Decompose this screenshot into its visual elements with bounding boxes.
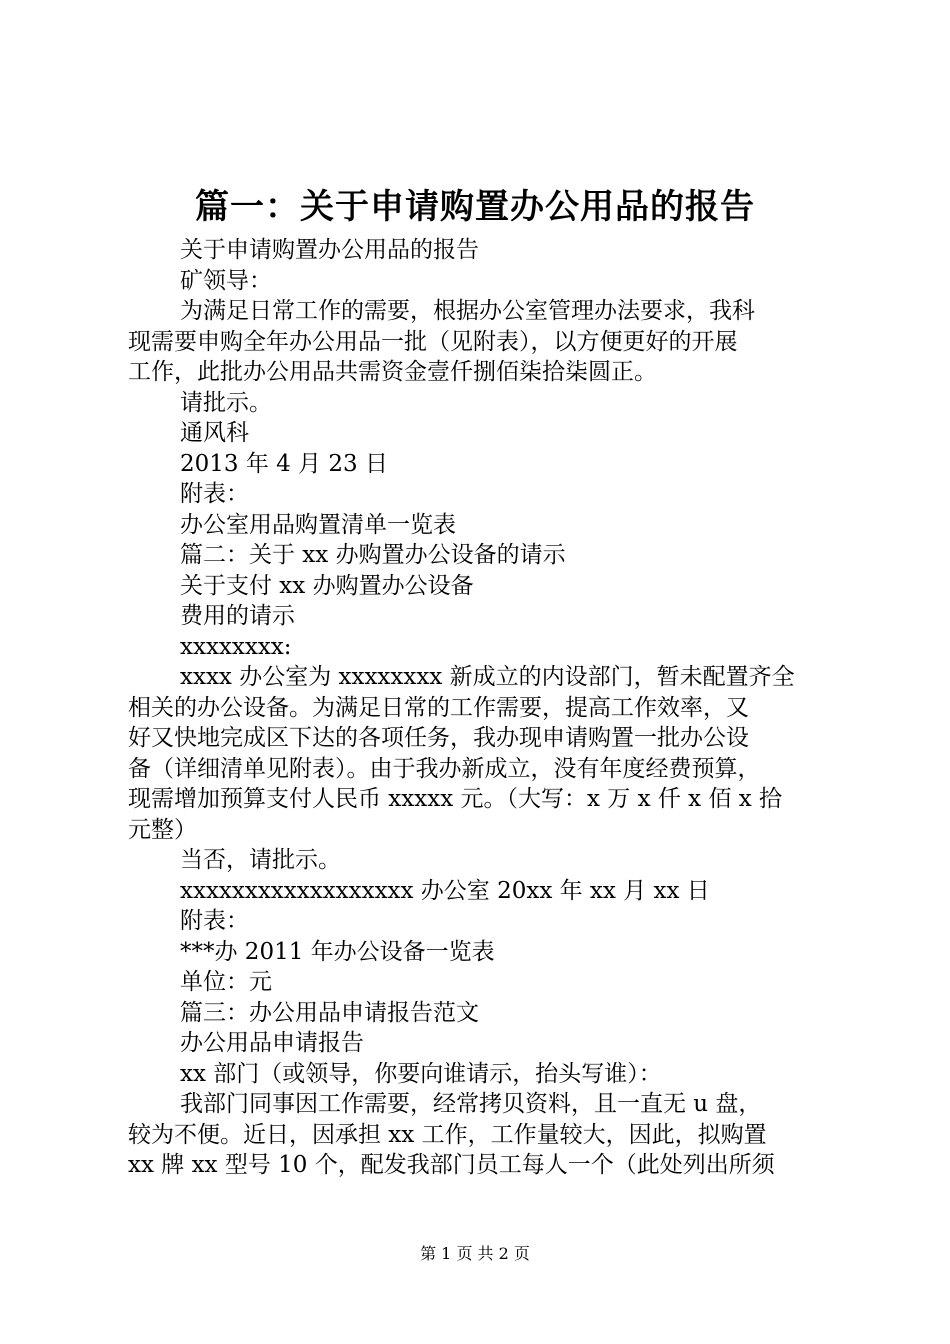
body-line: 元整） <box>128 816 197 843</box>
body-line: 办公室用品购置清单一览表 <box>180 511 456 538</box>
page-footer: 第 1 页 共 2 页 <box>420 1244 530 1263</box>
body-line: 为满足日常工作的需要，根据办公室管理办法要求，我科 <box>180 298 755 324</box>
body-line: 2013 年 4 月 23 日 <box>180 450 388 477</box>
body-line: 相关的办公设备。为满足日常的工作需要，提高工作效率，又 <box>128 694 749 721</box>
body-line: ***办 2011 年办公设备一览表 <box>180 938 495 965</box>
body-line: 单位：元 <box>180 969 272 995</box>
body-line: 附表： <box>180 481 249 507</box>
body-line: 通风科 <box>180 420 249 446</box>
body-line: 篇三：办公用品申请报告范文 <box>180 999 479 1026</box>
body-line: xx 牌 xx 型号 10 个，配发我部门员工每人一个（此处列出所须 <box>128 1152 775 1178</box>
body-line: 工作，此批办公用品共需资金壹仟捌佰柒拾柒圆正。 <box>128 359 657 385</box>
body-line: 费用的请示 <box>180 603 295 629</box>
body-line: 好又快地完成区下达的各项任务，我办现申请购置一批办公设 <box>128 725 749 751</box>
body-line: xx 部门（或领导，你要向谁请示，抬头写谁）： <box>180 1060 662 1087</box>
body-line: 附表： <box>180 908 249 934</box>
document-title: 篇一：关于申请购置办公用品的报告 <box>195 187 755 227</box>
body-line: 现需要申购全年办公用品一批（见附表），以方便更好的开展 <box>128 328 738 355</box>
body-line: 篇二：关于 xx 办购置办公设备的请示 <box>180 542 566 568</box>
body-line: xxxxxxxxxxxxxxxxxx 办公室 20xx 年 xx 月 xx 日 <box>180 877 710 904</box>
body-line: 请批示。 <box>180 389 272 416</box>
body-line: 我部门同事因工作需要，经常拷贝资料，且一直无 u 盘， <box>180 1091 762 1117</box>
body-line: 当否，请批示。 <box>180 847 341 873</box>
document-body <box>128 235 834 1181</box>
body-line: 关于申请购置办公用品的报告 <box>180 237 479 263</box>
body-line: 备（详细清单见附表）。由于我办新成立，没有年度经费预算， <box>128 755 761 782</box>
body-line: xxxxxxxx: <box>180 633 292 660</box>
body-line: xxxx 办公室为 xxxxxxxx 新成立的内设部门，暂未配置齐全 <box>180 664 795 690</box>
body-line: 关于支付 xx 办购置办公设备 <box>180 572 474 599</box>
body-line: 较为不便。近日，因承担 xx 工作，工作量较大，因此，拟购置 <box>128 1121 767 1148</box>
body-line: 办公用品申请报告 <box>180 1030 364 1056</box>
body-line: 矿领导： <box>180 267 272 294</box>
body-line: 现需增加预算支付人民币 xxxxx 元。（大写：x 万 x 仟 x 佰 x 拾 <box>128 786 783 812</box>
